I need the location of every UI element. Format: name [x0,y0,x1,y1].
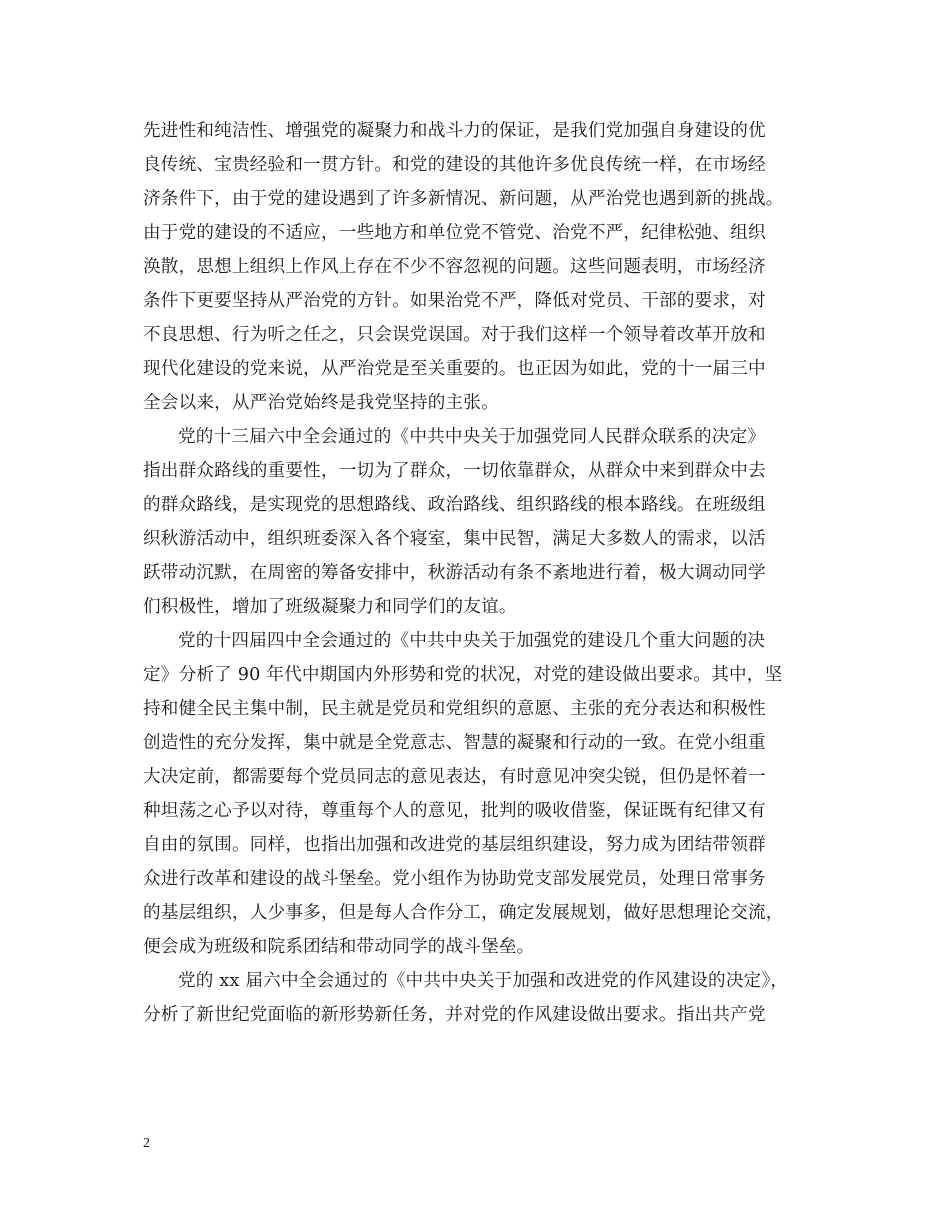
text-line: 指出群众路线的重要性，一切为了群众，一切依靠群众，从群众中来到群众中去 [143,461,766,481]
text-line: 织秋游活动中，组织班委深入各个寝室，集中民智，满足大多数人的需求，以活 [143,529,766,549]
text-line: 跃带动沉默，在周密的筹备安排中，秋游活动有条不紊地进行着，极大调动同学 [143,563,766,583]
text-line: 种坦荡之心予以对待，尊重每个人的意见，批判的吸收借鉴，保证既有纪律又有 [143,801,766,821]
text-line: 大决定前，都需要每个党员同志的意见表达，有时意见冲突尖锐，但仍是怀着一 [143,767,766,787]
text-line: 的基层组织，人少事多，但是每人合作分工，确定发展规划，做好思想理论交流， [143,903,784,923]
text-line: 分析了新世纪党面临的新形势新任务，并对党的作风建设做出要求。指出共产党 [143,1005,766,1025]
text-line: 先进性和纯洁性、增强党的凝聚力和战斗力的保证，是我们党加强自身建设的优 [143,121,766,141]
text-line: 不良思想、行为听之任之，只会误党误国。对于我们这样一个领导着改革开放和 [143,325,766,345]
text-line: 条件下更要坚持从严治党的方针。如果治党不严，降低对党员、干部的要求，对 [143,291,766,311]
text-line: 全会以来，从严治党始终是我党坚持的主张。 [143,393,499,413]
text-line: 济条件下，由于党的建设遇到了许多新情况、新问题，从严治党也遇到新的挑战。 [143,189,784,209]
text-line: 定》分析了 90 年代中期国内外形势和党的状况，对党的建设做出要求。其中，坚 [143,665,783,685]
page-number: 2 [143,1136,150,1151]
text-line: 们积极性，增加了班级凝聚力和同学们的友谊。 [143,597,517,617]
text-line: 众进行改革和建设的战斗堡垒。党小组作为协助党支部发展党员，处理日常事务 [143,869,766,889]
text-line: 良传统、宝贵经验和一贯方针。和党的建设的其他许多优良传统一样，在市场经 [143,155,766,175]
text-line: 由于党的建设的不适应，一些地方和单位党不管党、治党不严，纪律松弛、组织 [143,223,766,243]
text-line: 涣散，思想上组织上作风上存在不少不容忽视的问题。这些问题表明，市场经济 [143,257,766,277]
text-line: 创造性的充分发挥，集中就是全党意志、智慧的凝聚和行动的一致。在党小组重 [143,733,766,753]
text-line: 党的 xx 届六中全会通过的《中共中央关于加强和改进党的作风建设的决定》， [178,971,789,991]
text-line: 现代化建设的党来说，从严治党是至关重要的。也正因为如此，党的十一届三中 [143,359,766,379]
text-line: 自由的氛围。同样，也指出加强和改进党的基层组织建设，努力成为团结带领群 [143,835,766,855]
text-line: 党的十四届四中全会通过的《中共中央关于加强党的建设几个重大问题的决 [178,631,766,651]
text-line: 党的十三届六中全会通过的《中共中央关于加强党同人民群众联系的决定》 [178,427,766,447]
text-line: 持和健全民主集中制，民主就是党员和党组织的意愿、主张的充分表达和积极性 [143,699,766,719]
text-line: 便会成为班级和院系团结和带动同学的战斗堡垒。 [143,937,535,957]
text-line: 的群众路线，是实现党的思想路线、政治路线、组织路线的根本路线。在班级组 [143,495,766,515]
body-text [143,114,815,1032]
